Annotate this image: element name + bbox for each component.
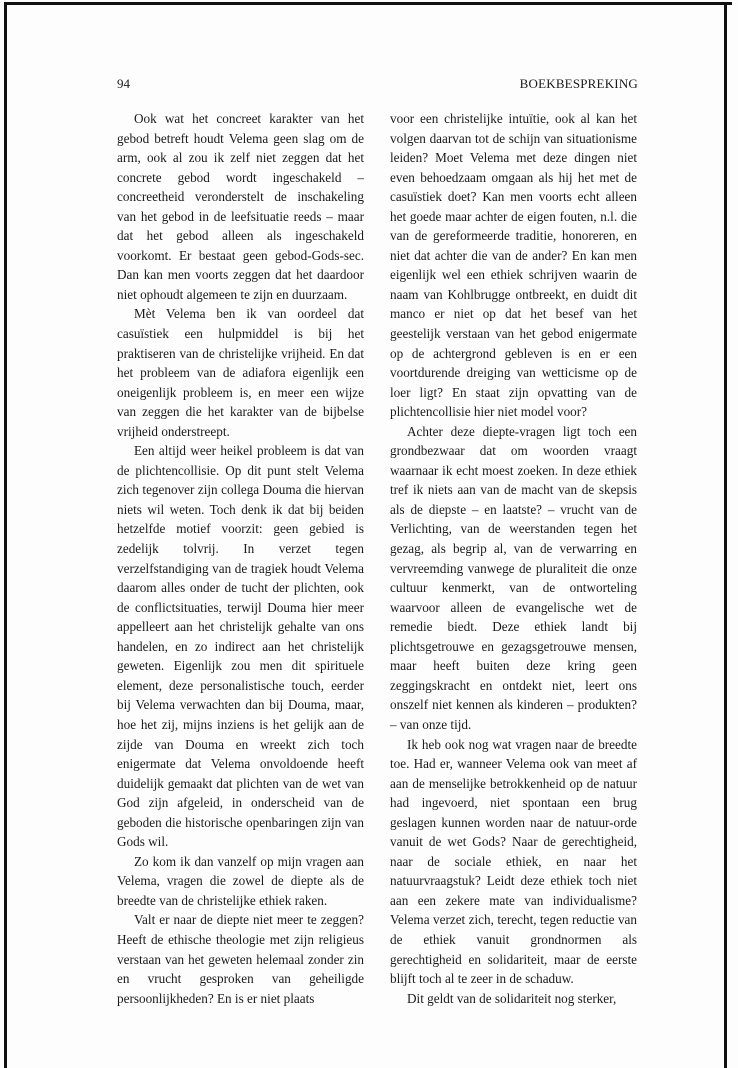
right-column (390, 109, 637, 1008)
page-number: 94 (117, 76, 130, 91)
paragraph: Achter deze diepte-vragen ligt toch een grondbezwaar dat om woorden vraagt waarnaar ik echt moest zoeken. In deze ethiek tref ik niets aan van de macht van de skepsis als de diepste – en laatste? – vrucht van de Verlichting, van de weerstanden tegen het gezag, als begrip al, van de verwarring en vervreemding vanwege de pluraliteit die onze cultuur kenmerkt, van de ontworteling waarvoor alleen de evangelische wet de remedie biedt. Deze ethiek landt bij plichtsgetrouwe en gezagsgetrouwe mensen, maar heeft buiten deze kring geen zeggingskracht en ontdekt niet, leert ons onszelf niet kennen als kinderen – produkten? – van onze tijd. (390, 423, 637, 732)
paragraph: Ik heb ook nog wat vragen naar de breedte toe. Had er, wanneer Velema ook van meet af aan de menselijke betrokkenheid op de natuur had ingevoerd, niet spontaan een brug geslagen kunnen worden naar de natuur-orde vanuit de wet Gods? Naar de gerechtigheid, naar de sociale ethiek, en naar het natuurvraagstuk? Leidt deze ethiek toch niet aan een zekere mate van individualisme? Velema verzet zich, terecht, tegen reductie van de ethiek vanuit grondnormen als gerechtigheid en solidariteit, maar de eerste blijft toch al te zeer in de schaduw. (390, 736, 637, 987)
scan-border-left (4, 2, 7, 1068)
left-column (117, 109, 364, 1008)
paragraph: Mèt Velema ben ik van oordeel dat casuïstiek een hulpmiddel is bij het praktiseren van de christelijke vrijheid. En dat het probleem van de adiafora eigenlijk een oneigenlijk probleem is, en meer een wijze van zeggen die het karakter van de bijbelse vrijheid onderstreept. (117, 306, 364, 439)
paragraph: Valt er naar de diepte niet meer te zeggen? Heeft de ethische theologie met zijn religieus verstaan van het geweten helemaal zonder zin en vrucht gesproken van geheiligde persoonlijkheden? En is er niet plaats (117, 912, 364, 1006)
running-head: BOEKBESPREKING (519, 76, 638, 91)
scan-border-top (4, 2, 732, 5)
paragraph: voor een christelijke intuïtie, ook al kan het volgen daarvan tot de schijn van situationisme leiden? Moet Velema met deze dingen niet even behoedzaam omgaan als hij het met de casuïstiek doet? Kan men voorts echt alleen het goede maar achter de eigen fouten, n.l. die van de gereformeerde traditie, honoreren, en niet dat achter die van de ander? En kan men eigenlijk wel een ethiek schrijven waarin de naam van Kohlbrugge ontbreekt, en duidt dit manco er niet op dat het besef van het geestelijk verstaan van het gebod enigermate op de achtergrond gebleven is en er een voortdurende dreiging van wetticisme op de loer ligt? En staat zijn opvatting van de plichtencollisie hier niet model voor? (390, 111, 637, 420)
paragraph: Dit geldt van de solidariteit nog sterker, (407, 990, 617, 1006)
scan-border-right (724, 2, 727, 1068)
paragraph: Ook wat het concreet karakter van het gebod betreft houdt Velema geen slag om de arm, ook al zou ik zelf niet zeggen dat het concrete gebod wordt ingeschakeld – concreetheid veronderstelt de inschakeling van het gebod in de leefsituatie reeds – maar dat het gebod alleen als ingeschakeld voorkomt. Er bestaat geen gebod-Gods-sec. Dan kan men voorts zeggen dat het daardoor niet ophoudt algemeen te zijn en duurzaam. (117, 111, 364, 302)
paragraph: Zo kom ik dan vanzelf op mijn vragen aan Velema, vragen die zowel de diepte als de breedte van de christelijke ethiek raken. (117, 853, 364, 908)
paragraph: Een altijd weer heikel probleem is dat van de plichtencollisie. Op dit punt stelt Velema zich tegenover zijn collega Douma die hiervan niets wil weten. Toch denk ik dat bij beiden hetzelfde motief voorzit: geen gebied is zedelijk tolvrij. In verzet tegen verzelfstandiging van de tragiek houdt Velema daarom alles onder de tucht der plichten, ook de conflictsituaties, terwijl Douma hier meer appelleert aan het christelijk gehalte van ons handelen, en zo indirect aan het christelijk geweten. Eigenlijk zou men dit spirituele element, deze personalistische touch, eerder bij Velema verwachten dan bij Douma, maar, hoe het zij, mijns inziens is het gelijk aan de zijde van Douma en wreekt zich toch enigermate dat Velema onvoldoende heeft duidelijk gemaakt dat plichten van de wet van God zijn afgeleid, in onderscheid van de geboden die historische openbaringen zijn van Gods wil. (117, 443, 364, 850)
